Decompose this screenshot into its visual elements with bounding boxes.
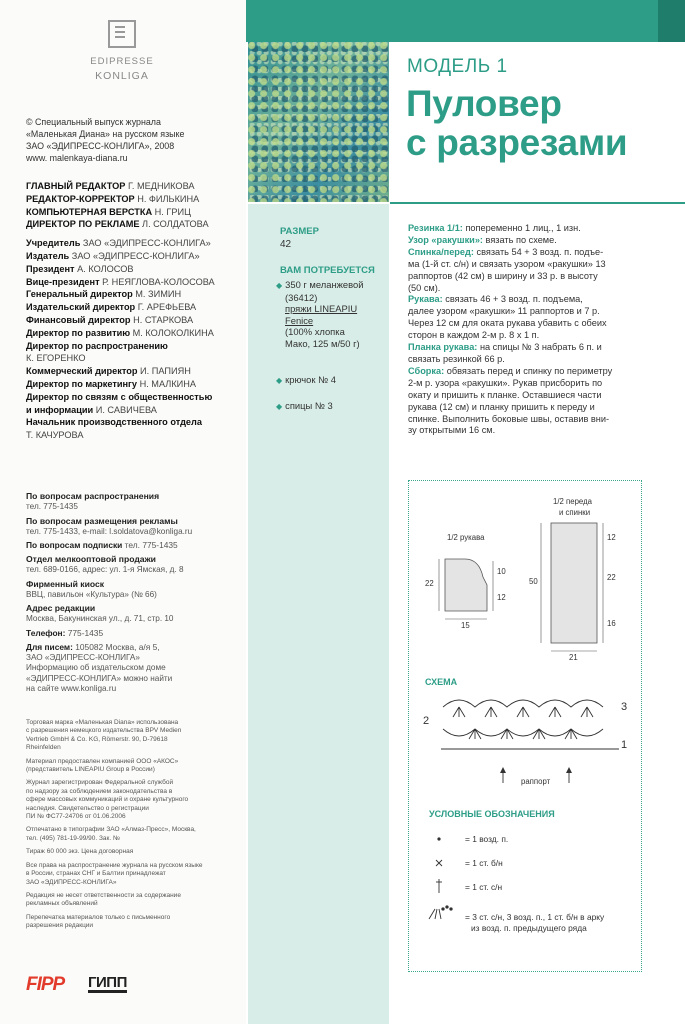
legal-paragraph [26,914,238,931]
contact-text: ЗАО «ЭДИПРЕСС-КОНЛИГА» [26,652,140,662]
legal-paragraph [26,719,238,753]
imprint-column [0,0,246,1024]
legal-line: Отпечатано в типографии ЗАО «Алмаз-Пресс», Москва, [26,826,196,834]
legal-paragraph [26,826,238,843]
legal-line: Журнал зарегистрирован Федеральной службой [26,779,174,787]
instruction-line: 2-м р. узора «ракушки». Рукав присборить по [408,377,603,388]
stitch-schema [441,700,619,783]
staff-name: Н. МАЛКИНА [139,378,197,389]
title-divider [390,202,685,204]
gipp-logo: ГИПП [88,974,127,991]
fipp-logo: FIPP [26,974,65,995]
staff-role: Директор по связям с общественностью [26,391,213,402]
diagram-drawing [409,481,641,971]
row-number: 2 [423,715,430,727]
instruction-line: (50 см). [408,282,441,293]
staff-row [26,416,242,428]
legend-item: = 1 ст. б/н [465,858,503,868]
instruction-label: Планка рукава: [408,342,478,353]
row-number: 1 [621,739,628,751]
staff-row [26,352,242,364]
instruction-line: обвязать перед и спинку по периметру [446,365,613,376]
yarn-line: (100% хлопка [285,326,345,337]
legal-line: Vertrieb GmbH & Co. KG, Römerstr. 90, D-79618 [26,735,168,743]
instruction-line: сторон в каждом 2-м р. 8 х 1 п. [408,330,540,341]
contact-inline [26,642,242,653]
staff-role: ДИРЕКТОР ПО РЕКЛАМЕ [26,219,140,230]
contact-title: Фирменный киоск [26,578,105,589]
staff-name: ЗАО «ЭДИПРЕСС-КОНЛИГА» [82,238,211,249]
row-number: 3 [621,701,628,713]
staff-name: А. КОЛОСОВ [77,263,134,274]
instruction-line: попеременно 1 лиц., 1 изн. [465,223,581,233]
materials-heading: ВАМ ПОТРЕБУЕТСЯ [280,265,375,276]
staff-role: Генеральный директор [26,289,133,300]
hook-item [276,374,336,387]
title-line: с разрезами [406,122,628,163]
legal-line: в России, странах СНГ и Балтии принадлежат [26,870,166,878]
dim-label: 50 [529,577,538,586]
bullet-icon: ◆ [276,281,283,290]
logo-text-top: EDIPRESSE [90,56,154,67]
contact-text: тел. 775-1433, e-mail: l.soldatova@konliga.ru [26,526,193,536]
front-label: и спинки [559,508,591,517]
hook-text: крючок № 4 [285,374,336,385]
contact-inline [26,540,242,551]
staff-row [26,340,242,352]
staff-role: Учредитель [26,238,81,249]
staff-row [26,180,242,192]
instruction-label: Рукава: [408,294,443,305]
staff-row [26,206,242,218]
staff-name: М. КОЛОКОЛКИНА [132,327,214,338]
sleeve-shape [445,559,487,611]
legal-line: ЗАО «ЭДИПРЕСС-КОНЛИГА» [26,878,117,886]
staff-name: Н. ФИЛЬКИНА [137,193,200,204]
legal-paragraph [26,862,238,887]
legend-heading: УСЛОВНЫЕ ОБОЗНАЧЕНИЯ [429,809,555,819]
instruction-line: ма (1-й ст. с/н) и связать узором «ракушки» 13 [408,258,606,269]
staff-row [26,193,242,205]
front-label: 1/2 переда [553,497,592,506]
instruction-line: окату и пришить к планке. Оставшиеся части [408,389,602,400]
instruction-line: связать 46 + 3 возд. п. подъема, [445,294,583,305]
staff-row [26,365,242,377]
copyright-line: ЗАО «ЭДИПРЕСС-КОНЛИГА», 2008 [26,141,175,151]
yarn-line: Мако, 125 м/50 г) [285,337,360,349]
front-back-shape [551,523,597,643]
staff-role: Издательский директор [26,302,136,313]
legal-line: сфере массовых коммуникаций и охране культурного [26,796,189,804]
staff-row [26,429,242,441]
legal-block [26,719,238,936]
header-band [246,0,685,42]
schema-heading: СХЕМА [425,677,458,687]
staff-name: М. ЗИМИН [135,289,182,300]
staff-name: Л. СОЛДАТОВА [142,219,209,230]
double-crochet-icon [436,879,442,893]
bullet-icon: ◆ [276,402,283,411]
staff-name: Г. АРЕФЬЕВА [137,302,197,313]
staff-role: ГЛАВНЫЙ РЕДАКТОР [26,181,126,191]
staff-role: РЕДАКТОР-КОРРЕКТОР [26,193,135,204]
legal-line: Материал предоставлен компанией ООО «АКОС» [26,757,179,765]
legal-line: Тираж 60 000 экз. Цена договорная [26,848,134,856]
staff-name: И. САВИЧЕВА [95,404,157,415]
size-heading: РАЗМЕР [280,226,319,237]
chain-stitch-icon [437,837,440,840]
yarn-line: (36412) [285,291,318,303]
yarn-line: 350 г меланжевой [285,279,364,290]
legal-line: Все права на распространение журнала на русском языке [26,861,203,869]
contact-text: тел. 689-0166, адрес: ул. 1-я Ямская, д. 8 [26,565,184,574]
dim-label: 10 [497,567,506,576]
staff-list [26,180,242,442]
contact-title: Адрес редакции [26,603,96,613]
staff-role: Вице-президент [26,276,100,287]
staff-role: Начальник производственного отдела [26,417,202,428]
staff-role: Директор по маркетингу [26,378,137,389]
contact-text: 105082 Москва, а/я 5, [75,641,160,652]
copyright-line: «Маленькая Диана» на русском языке [26,129,185,139]
contact-title: Телефон: [26,627,66,638]
instruction-line: далее узором «ракушки» 11 раппортов и 7 р. [408,306,600,317]
legend-item: = 3 ст. с/н, 3 возд. п., 1 ст. б/н в арку [465,912,605,922]
needles-item [276,400,333,413]
legal-line: Перепечатка материалов только с письменного [26,913,171,921]
staff-row [26,288,242,300]
page-title [406,84,627,162]
staff-name: И. ПАПИЯН [140,366,191,377]
staff-name: К. ЕГОРЕНКО [26,353,86,364]
contact-title: Отдел мелкооптовой продажи [26,554,156,564]
staff-role: и информации [26,404,94,415]
instruction-line: связать 54 + 3 возд. п. подъе- [476,246,604,257]
staff-role: Финансовый директор [26,314,131,325]
staff-row [26,391,242,403]
yarn-line: пряжи LINEAPIU [285,303,358,314]
staff-row [26,263,242,275]
contact-text: «ЭДИПРЕСС-КОНЛИГА» можно найти [26,673,173,683]
instruction-label: Резинка 1/1: [408,223,463,233]
staff-name: ЗАО «ЭДИПРЕСС-КОНЛИГА» [71,250,200,261]
dim-label: 15 [461,621,470,630]
size-value: 42 [280,239,292,250]
legend-item: = 1 возд. п. [465,834,509,844]
yarn-item [276,279,363,349]
shell-stitch-icon [429,906,452,919]
copyright-line: www. malenkaya-diana.ru [26,153,128,163]
staff-row [26,314,242,326]
legend-item: из возд. п. предыдущего ряда [471,923,587,933]
legal-line: по надзору за соблюдением законодательства в [26,787,173,795]
staff-name: Р. НЕЯГЛОВА-КОЛОСОВА [102,276,215,287]
staff-name: Н. ГРИЦ [154,206,191,217]
contact-text: тел. 775-1435 [26,502,78,511]
legal-paragraph [26,758,238,775]
model-label: МОДЕЛЬ 1 [407,56,508,77]
legal-line: Редакция не несет ответственности за содержание [26,891,181,899]
repeat-arrow-icon [500,767,572,773]
contact-text: Москва, Бакунинская ул., д. 71, стр. 10 [26,614,174,623]
staff-name: Н. СТАРКОВА [133,314,194,325]
sleeve-label: 1/2 рукава [447,533,485,542]
legal-line: рекламных объявлений [26,900,98,908]
contact-text: ВВЦ, павильон «Культура» (№ 66) [26,589,157,599]
repeat-label: раппорт [521,777,551,786]
instruction-line: связать резинкой 66 р. [408,353,505,364]
contact-text: 775-1435 [67,627,104,638]
legal-paragraph [26,779,238,821]
dim-label: 12 [607,533,616,542]
dim-label: 12 [497,593,506,602]
staff-row [26,404,242,416]
legal-line: Торговая марка «Маленькая Diana» использована [26,719,179,726]
instruction-label: Узор «ракушки»: [408,234,483,245]
instruction-line: рукава (12 см) и планку пришить к переду и [408,401,595,412]
instruction-line: Через 12 см для оката рукава убавить с обеих [408,318,607,329]
knit-texture-photo [248,42,389,202]
staff-role: КОМПЬЮТЕРНАЯ ВЕРСТКА [26,206,153,217]
contact-inline [26,628,242,639]
staff-row [26,378,242,390]
staff-row [26,301,242,313]
instruction-line: зу открытыми 16 см. [408,425,496,436]
dim-label: 22 [425,579,434,588]
bullet-icon: ◆ [276,376,283,385]
staff-row [26,276,242,288]
legal-paragraph [26,892,238,909]
staff-row [26,250,242,262]
website-link: на сайте www.konliga.ru [26,684,117,693]
contacts-block [26,491,242,695]
copyright-block [26,116,236,164]
staff-role: Директор по распространению [26,340,168,351]
staff-role: Издатель [26,250,70,261]
dim-label: 22 [607,573,616,582]
instruction-label: Сборка: [408,365,445,376]
header-band-edge [658,0,685,42]
staff-name: Т. КАЧУРОВА [26,430,84,441]
staff-role: Директор по развитию [26,327,131,338]
legend-item: = 1 ст. с/н [465,882,503,892]
legal-line: с разрешения немецкого издательства BPV Medien [26,727,182,735]
pattern-diagram [408,480,642,972]
contact-title: Для писем: [26,641,73,652]
legal-line: тел. (495) 781-19-99/90. Зак. № [26,834,120,842]
legal-line: наследия. Свидетельство о регистрации [26,804,149,812]
copyright-line: © Специальный выпуск журнала [26,117,161,127]
needles-text: спицы № 3 [285,400,333,411]
instruction-label: Спинка/перед: [408,246,474,257]
instruction-line: раппортов (42 см) в ширину и 33 р. в высоту [408,270,598,281]
instruction-line: спинке. Выполнить боковые швы, оставив вни- [408,413,610,424]
legal-paragraph [26,848,238,856]
staff-row [26,218,242,230]
contact-title: По вопросам распространения [26,491,160,501]
contact-title: По вопросам подписки [26,540,123,550]
staff-name: Г. МЕДНИКОВА [127,181,195,191]
title-line: Пуловер [406,83,562,124]
staff-role: Президент [26,263,75,274]
dim-label: 16 [607,619,616,628]
legal-line: (представитель LINEAPIU Group в России) [26,766,155,774]
instructions-text [408,223,670,437]
contact-text: тел. 775-1435 [124,540,178,550]
dim-label: 21 [569,653,578,662]
instruction-line: на спицы № 3 набрать 6 п. и [479,342,602,353]
staff-row [26,237,242,249]
publisher-logo-icon [108,20,136,48]
legal-line: Rheinfelden [26,744,61,752]
legal-line: разрешения редакции [26,922,94,930]
logo-text-bottom: KONLIGA [95,70,149,82]
instruction-line: вязать по схеме. [485,234,557,245]
contact-title: По вопросам размещения рекламы [26,515,178,526]
contact-text: Информацию об издательском доме [26,663,166,672]
staff-row [26,327,242,339]
yarn-line: Fenice [285,314,314,326]
single-crochet-icon [436,860,442,866]
legal-line: ПИ № ФС77-24706 от 01.06.2006 [26,813,126,821]
staff-role: Коммерческий директор [26,366,138,377]
